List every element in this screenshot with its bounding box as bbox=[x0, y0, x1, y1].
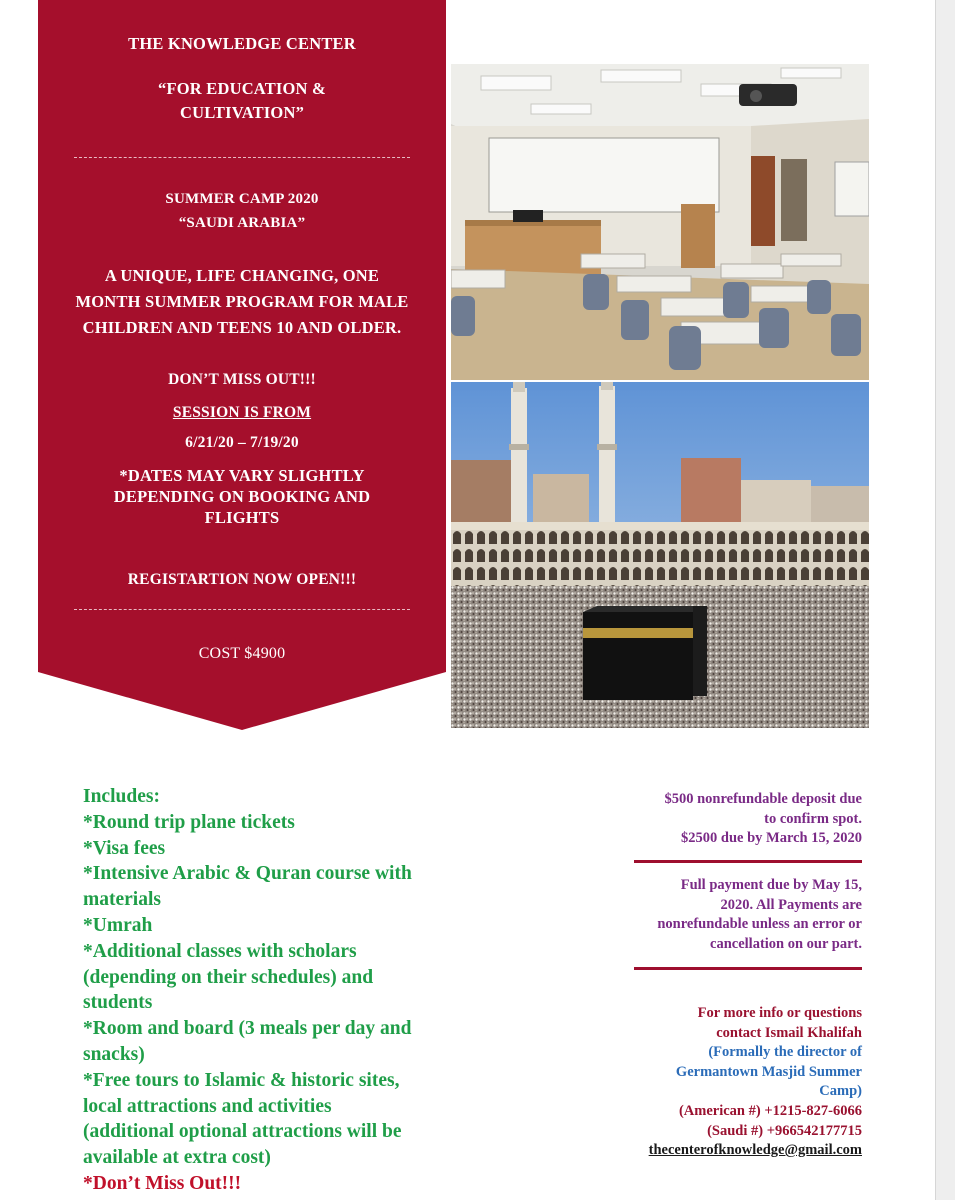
list-item: *Round trip plane tickets bbox=[83, 811, 295, 833]
deposit-line-1: $500 nonrefundable deposit due bbox=[664, 791, 862, 807]
description-line-3: CHILDREN AND TEENS 10 AND OLDER. bbox=[82, 318, 402, 337]
registration-open: REGISTARTION NOW OPEN!!! bbox=[127, 571, 357, 588]
divider bbox=[74, 157, 410, 158]
contact-line-5: Camp) bbox=[819, 1083, 862, 1100]
deposit-line-2: to confirm spot. bbox=[764, 810, 862, 827]
list-item: local attractions and activities bbox=[83, 1095, 332, 1117]
list-item: *Intensive Arabic & Quran course with bbox=[83, 863, 412, 885]
red-banner bbox=[38, 0, 446, 730]
kaaba-mecca-photo bbox=[451, 382, 869, 728]
session-label: SESSION IS FROM bbox=[172, 404, 312, 421]
contact-line-2: contact Ismail Khalifah bbox=[716, 1024, 862, 1041]
list-item: available at extra cost) bbox=[83, 1147, 271, 1169]
includes-list bbox=[83, 784, 483, 1197]
full-payment-line-2: 2020. All Payments are bbox=[720, 896, 862, 913]
list-item: (depending on their schedules) and bbox=[83, 966, 374, 988]
note-line-3: FLIGHTS bbox=[204, 508, 280, 527]
full-payment-info bbox=[604, 876, 862, 954]
full-payment-line-4: cancellation on our part. bbox=[710, 935, 862, 952]
camp-name: SUMMER CAMP 2020 bbox=[165, 191, 319, 207]
full-payment-line-3: nonrefundable unless an error or bbox=[657, 916, 862, 933]
note-line-2: DEPENDING ON BOOKING AND bbox=[113, 487, 371, 506]
contact-line-1: For more info or questions bbox=[697, 1005, 862, 1021]
closing-call-to-action: *Don’t Miss Out!!! bbox=[83, 1172, 242, 1194]
organization-title: THE KNOWLEDGE CENTER bbox=[128, 34, 356, 53]
contact-line-4: Germantown Masjid Summer bbox=[675, 1063, 862, 1080]
deposit-line-3: $2500 due by March 15, 2020 bbox=[681, 830, 862, 847]
page-edge bbox=[935, 0, 955, 1200]
list-item: *Free tours to Islamic & historic sites, bbox=[83, 1069, 400, 1091]
contact-info bbox=[604, 1004, 862, 1161]
list-item: (additional optional attractions will be bbox=[83, 1121, 402, 1143]
description-line-2: MONTH SUMMER PROGRAM FOR MALE bbox=[75, 292, 409, 311]
email-link[interactable]: thecenterofknowledge@gmail.com bbox=[648, 1142, 862, 1159]
tagline-line-2: CULTIVATION” bbox=[179, 103, 305, 122]
full-payment-line-1: Full payment due by May 15, bbox=[680, 877, 862, 893]
list-item: *Additional classes with scholars bbox=[83, 940, 357, 962]
includes-heading: Includes: bbox=[83, 786, 160, 807]
divider bbox=[74, 609, 410, 610]
contact-line-3: (Formally the director of bbox=[708, 1044, 862, 1061]
list-item: *Umrah bbox=[83, 914, 153, 936]
classroom-photo bbox=[451, 64, 869, 380]
list-item: *Room and board (3 meals per day and bbox=[83, 1018, 412, 1040]
list-item: materials bbox=[83, 889, 161, 911]
list-item: students bbox=[83, 992, 153, 1014]
camp-location: “SAUDI ARABIA” bbox=[178, 215, 306, 231]
divider-rule bbox=[634, 967, 862, 970]
cost: COST $4900 bbox=[198, 645, 286, 662]
dont-miss-out: DON’T MISS OUT!!! bbox=[168, 371, 316, 388]
session-dates: 6/21/20 – 7/19/20 bbox=[185, 434, 299, 451]
list-item: snacks) bbox=[83, 1043, 145, 1065]
american-phone: (American #) +1215-827-6066 bbox=[678, 1102, 862, 1119]
description-line-1: A UNIQUE, LIFE CHANGING, ONE bbox=[104, 266, 380, 285]
saudi-phone: (Saudi #) +966542177715 bbox=[707, 1122, 862, 1139]
divider-rule bbox=[634, 860, 862, 863]
tagline-line-1: “FOR EDUCATION & bbox=[158, 79, 326, 98]
deposit-info bbox=[604, 790, 862, 849]
note-line-1: *DATES MAY VARY SLIGHTLY bbox=[119, 466, 365, 485]
list-item: *Visa fees bbox=[83, 837, 166, 859]
